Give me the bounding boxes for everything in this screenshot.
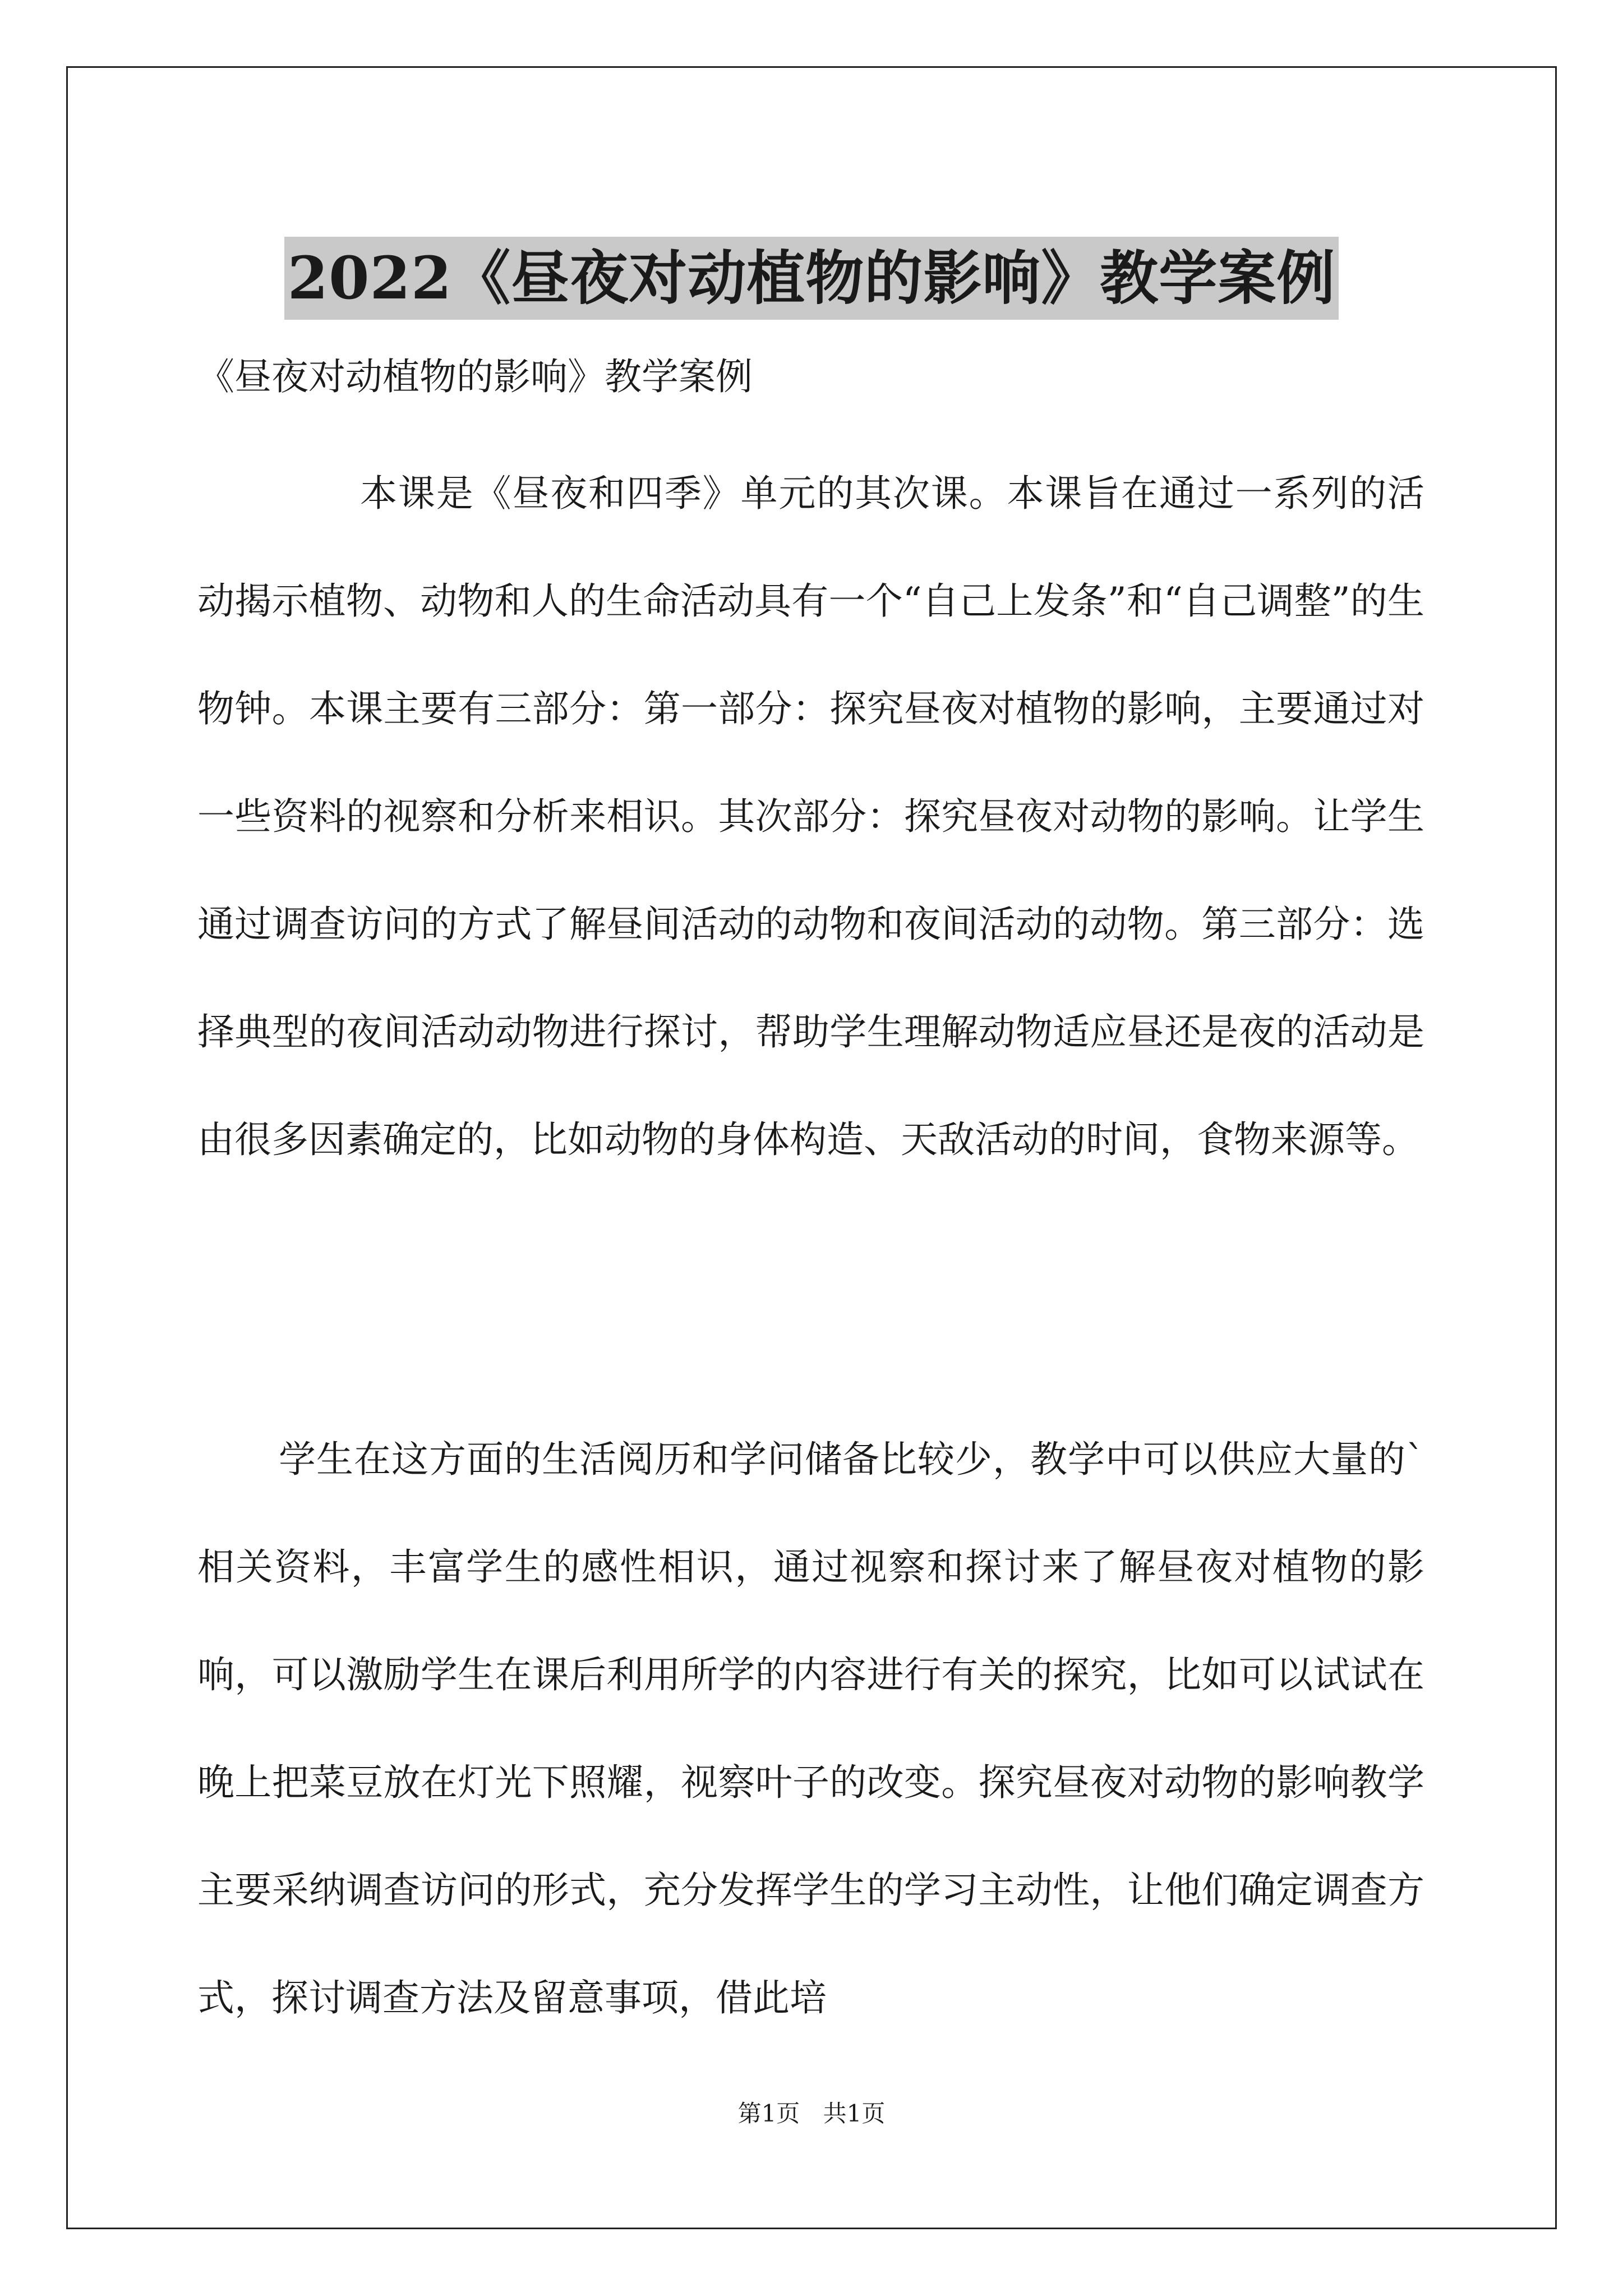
- document-title: 2022《昼夜对动植物的影响》教学案例: [284, 237, 1339, 320]
- body-paragraph-2: 学生在这方面的生活阅历和学问储备比较少，教学中可以供应大量的`相关资料，丰富学生的感性相识，通过视察和探讨来了解昼夜对植物的影响，可以激励学生在课后利用所学的内容进行有关的探究，比如可以试试在晚上把菜豆放在灯光下照耀，视察叶子的改变。探究昼夜对动物的影响教学主要采纳调查访问的形式，充分发挥学生的学习主动性，让他们确定调查方式，探讨调查方法及留意事项，借此培: [197, 1438, 1424, 2019]
- page-footer: [0, 2097, 1623, 2131]
- body-paragraph-1: 本课是《昼夜和四季》单元的其次课。本课旨在通过一系列的活动揭示植物、动物和人的生命活动具有一个“自己上发条”和“自己调整”的生物钟。本课主要有三部分：第一部分：探究昼夜对植物的影响，主要通过对一些资料的视察和分析来相识。其次部分：探究昼夜对动物的影响。让学生通过调查访问的方式了解昼间活动的动物和夜间活动的动物。第三部分：选择典型的夜间活动动物进行探讨，帮助学生理解动物适应昼还是夜的活动是由很多因素确定的，比如动物的身体构造、天敌活动的时间，食物来源等。: [197, 472, 1424, 1161]
- document-subtitle: 《昼夜对动植物的影响》教学案例: [197, 355, 753, 398]
- title-container: [0, 197, 1623, 358]
- page-total: 共1页: [823, 2100, 886, 2127]
- page-number: 第1页: [737, 2100, 800, 2127]
